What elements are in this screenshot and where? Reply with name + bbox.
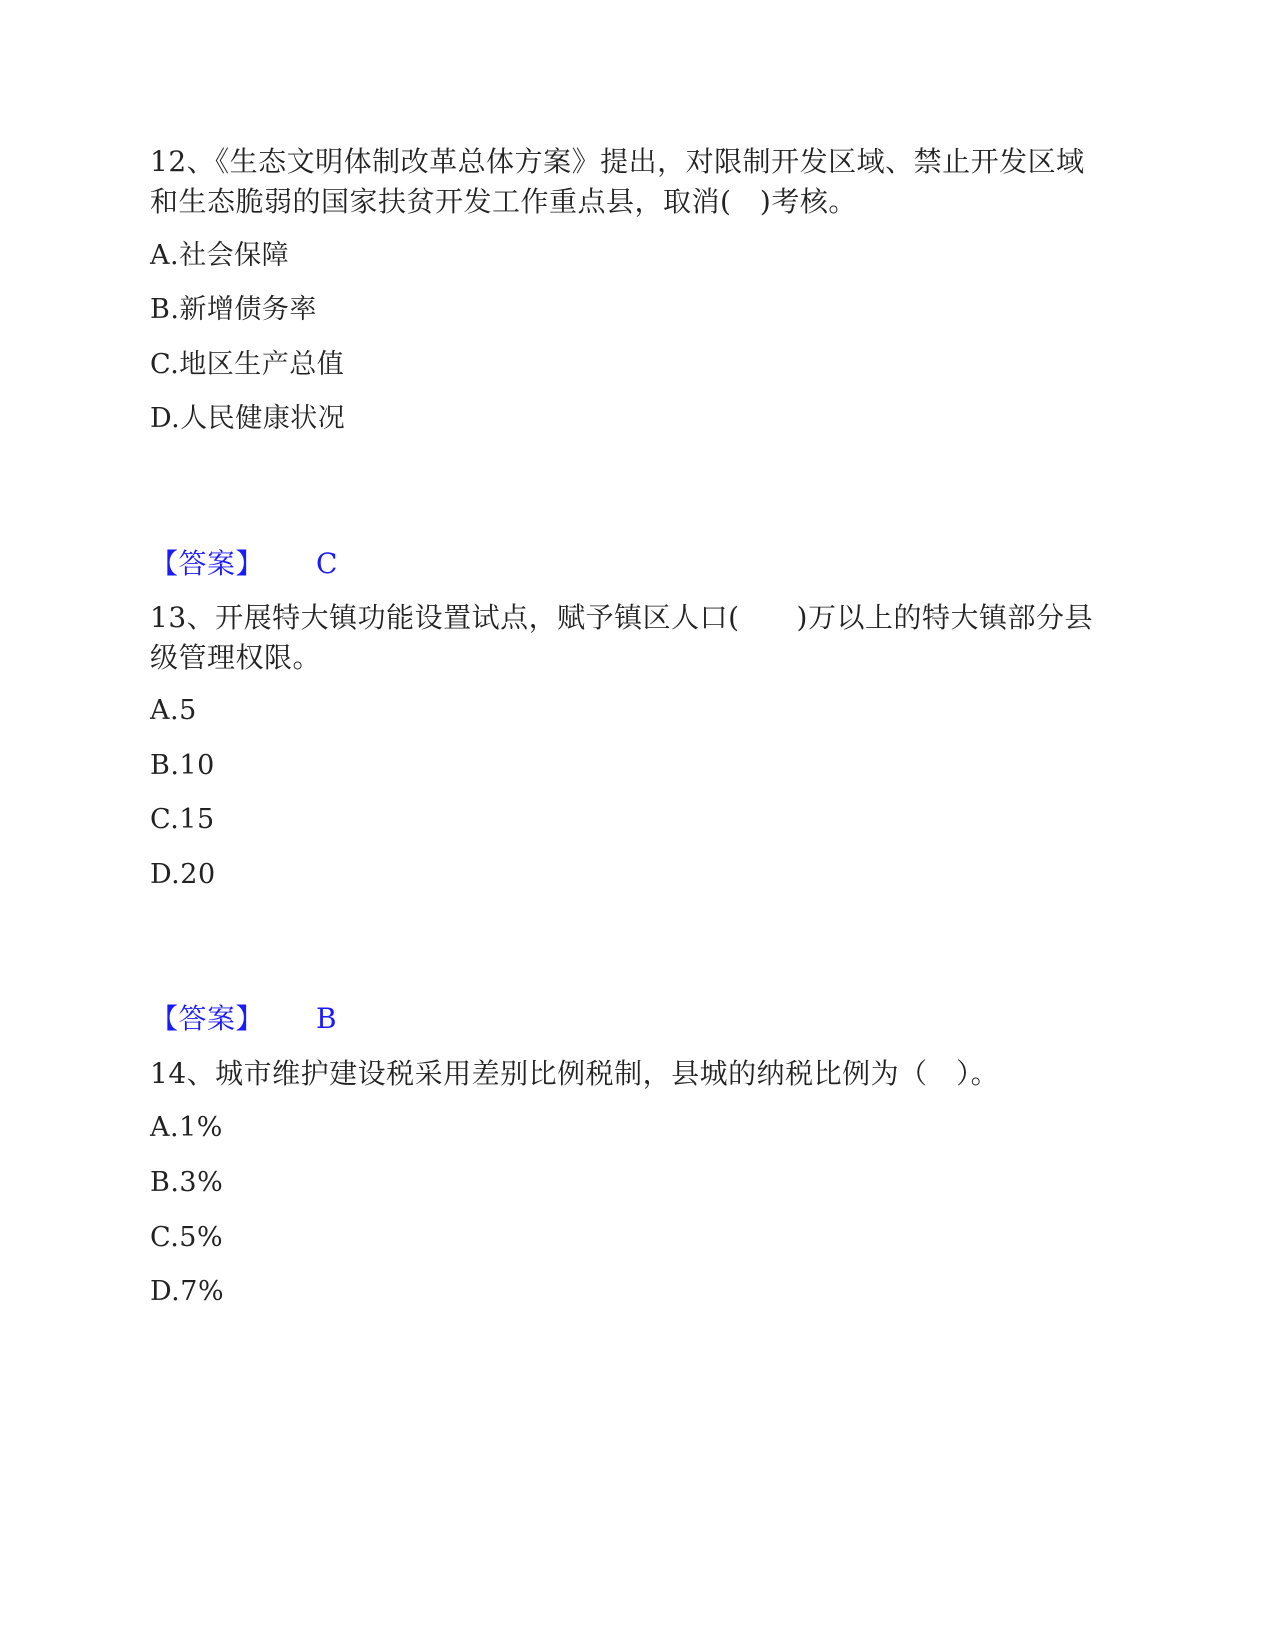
answer-value: C [316,547,338,580]
question-13-answer [150,1001,337,1037]
question-12-option-d: D.人民健康状况 [150,403,346,434]
question-14-option-a: A.1% [150,1112,223,1143]
question-13-option-a: A.5 [150,695,197,726]
question-13-stem-line-2: 级管理权限。 [150,641,322,674]
question-12-option-c: C.地区生产总值 [150,349,345,380]
question-14-stem-line-1: 14、城市维护建设税采用差别比例税制，县城的纳税比例为（ ）。 [150,1057,1000,1090]
question-13-option-d: D.20 [150,859,216,890]
answer-label: 【答案】 [150,547,265,580]
question-12-stem-line-1: 12、《生态文明体制改革总体方案》提出，对限制开发区域、禁止开发区域 [150,145,1085,178]
question-14-option-b: B.3% [150,1167,224,1198]
question-13-option-b: B.10 [150,750,215,781]
answer-value: B [316,1002,338,1035]
question-14-option-c: C.5% [150,1222,224,1253]
question-12-answer [150,546,338,582]
question-13-option-c: C.15 [150,804,215,835]
question-12-stem-line-2: 和生态脆弱的国家扶贫开发工作重点县，取消( )考核。 [150,185,857,218]
answer-label: 【答案】 [150,1002,265,1035]
question-12-option-b: B.新增债务率 [150,294,317,325]
question-14-option-d: D.7% [150,1276,225,1307]
question-13-stem-line-1: 13、开展特大镇功能设置试点，赋予镇区人口( )万以上的特大镇部分县 [150,601,1093,634]
question-12-option-a: A.社会保障 [150,240,290,271]
